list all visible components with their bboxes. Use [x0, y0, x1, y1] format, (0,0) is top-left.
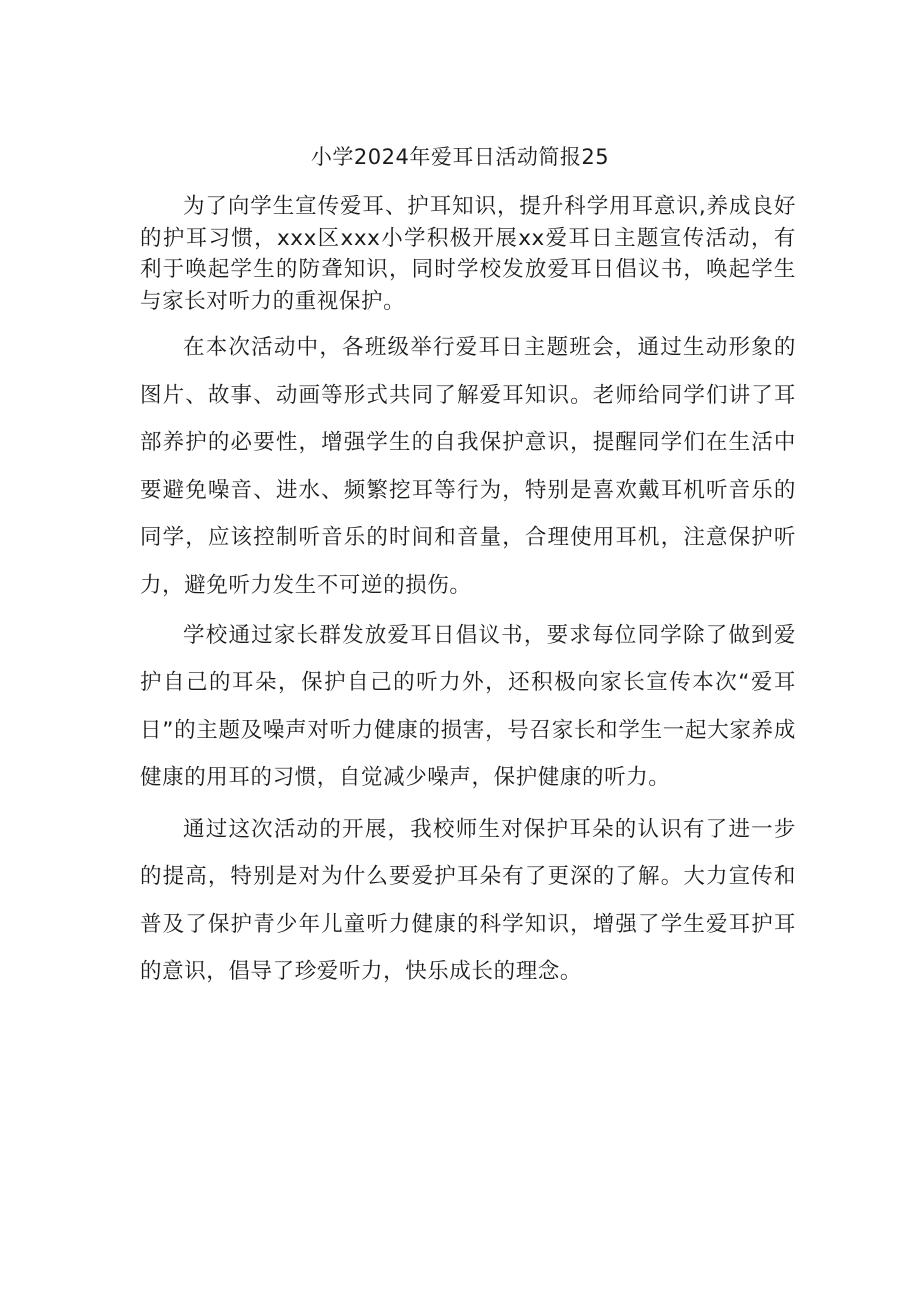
paragraph-intro: 为了向学生宣传爱耳、护耳知识，提升科学用耳意识,养成良好的护耳习惯，xxx区xxx小学积极开展xx爱耳日主题宣传活动，有利于唤起学生的防聋知识，同时学校发放爱耳日倡议书，唤起学生与家长对听力的重视保护。 [140, 194, 796, 314]
paragraph-parent-initiative: 学校通过家长群发放爱耳日倡议书，要求每位同学除了做到爱护自己的耳朵，保护自己的听力外，还积极向家长宣传本次“爱耳日”的主题及噪声对听力健康的损害，号召家长和学生一起大家养成健康的用耳的习惯，自觉减少噪声，保护健康的听力。 [140, 623, 796, 790]
document-title: 小学2024年爱耳日活动简报25 [310, 145, 610, 169]
paragraph-class-meetings: 在本次活动中，各班级举行爱耳日主题班会，通过生动形象的图片、故事、动画等形式共同了解爱耳知识。老师给同学们讲了耳部养护的必要性，增强学生的自我保护意识，提醒同学们在生活中要避免噪音、进水、频繁挖耳等行为，特别是喜欢戴耳机听音乐的同学，应该控制听音乐的时间和音量，合理使用耳机，注意保护听力，避免听力发生不可逆的损伤。 [140, 335, 796, 598]
paragraph-conclusion: 通过这次活动的开展，我校师生对保护耳朵的认识有了进一步的提高，特别是对为什么要爱护耳朵有了更深的了解。大力宣传和普及了保护青少年儿童听力健康的科学知识，增强了学生爱耳护耳的意识，倡导了珍爱听力，快乐成长的理念。 [140, 817, 796, 984]
